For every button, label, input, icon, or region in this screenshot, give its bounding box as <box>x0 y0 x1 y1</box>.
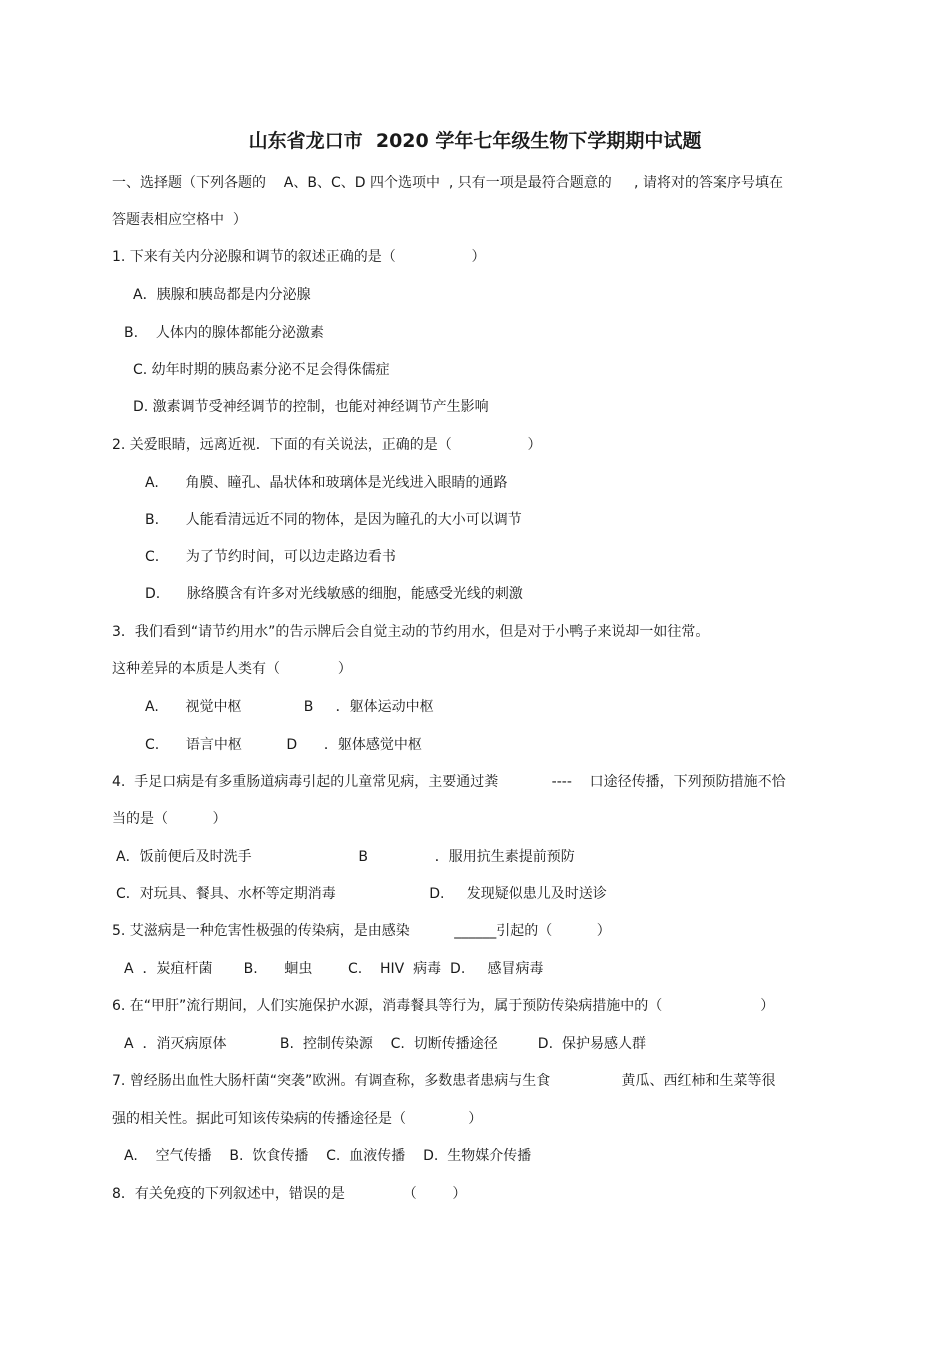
question-2-option-d: D. 脉络膜含有许多对光线敏感的细胞，能感受光线的刺激 <box>145 586 523 602</box>
question-2-option-a: A. 角膜、瞳孔、晶状体和玻璃体是光线进入眼睛的通路 <box>145 475 508 491</box>
question-6-stem: 6. 在“甲肝”流行期间，人们实施保护水源，消毒餐具等行为，属于预防传染病措施中的（ ） <box>112 998 775 1014</box>
question-2-stem: 2. 关爱眼睛，远离近视．下面的有关说法，正确的是（ ） <box>112 437 542 453</box>
question-4-options-row-1: A．饭前便后及时洗手 B ．服用抗生素提前预防 <box>116 849 575 865</box>
question-5-options: A ．炭疽杆菌 B. 蛔虫 C. HIV 病毒 D. 感冒病毒 <box>124 961 544 977</box>
question-4-options-row-2: C．对玩具、餐具、水杯等定期消毒 D. 发现疑似患儿及时送诊 <box>116 886 607 902</box>
question-3-stem-line-1: 3．我们看到“请节约用水”的告示牌后会自觉主动的节约用水，但是对于小鸭子来说却一如往常。 <box>112 624 710 640</box>
page-title: 山东省龙口市 2020 学年七年级生物下学期期中试题 <box>248 130 702 152</box>
question-1-stem: 1. 下来有关内分泌腺和调节的叙述正确的是（ ） <box>112 249 486 265</box>
question-1-option-a: A．胰腺和胰岛都是内分泌腺 <box>133 287 311 303</box>
section-instructions-line-2: 答题表相应空格中 ） <box>112 212 247 228</box>
question-4-stem-line-2: 当的是（ ） <box>112 811 227 827</box>
question-3-options-row-2: C. 语言中枢 D ．躯体感觉中枢 <box>145 737 422 753</box>
question-7-stem-line-2: 强的相关性。据此可知该传染病的传播途径是（ ） <box>112 1111 483 1127</box>
question-6-options: A ．消灭病原体 B. 控制传染源 C. 切断传播途径 D. 保护易感人群 <box>124 1036 646 1052</box>
question-7-options: A. 空气传播 B. 饮食传播 C. 血液传播 D. 生物媒介传播 <box>124 1148 532 1164</box>
question-4-stem-line-1: 4. 手足口病是有多重肠道病毒引起的儿童常见病，主要通过粪 ---- 口途径传播，下列预防措施不恰 <box>112 774 786 790</box>
question-1-option-b: B. 人体内的腺体都能分泌激素 <box>124 325 324 341</box>
question-1-option-c: C. 幼年时期的胰岛素分泌不足会得侏儒症 <box>133 362 390 378</box>
question-1-option-d: D. 激素调节受神经调节的控制，也能对神经调节产生影响 <box>133 399 489 415</box>
question-3-stem-line-2: 这种差异的本质是人类有（ ） <box>112 661 352 677</box>
question-8-stem: 8．有关免疫的下列叙述中，错误的是 （ ） <box>112 1186 467 1202</box>
question-7-stem-line-1: 7. 曾经肠出血性大肠杆菌“突袭”欧洲。有调查称，多数患者患病与生食 黄瓜、西红柿和生菜等很 <box>112 1073 776 1089</box>
section-instructions-line-1: 一、选择题（下列各题的 A、B、C、D 四个选项中 , 只有一项是最符合题意的 , 请将对的答案序号填在 <box>112 175 783 191</box>
question-3-options-row-1: A. 视觉中枢 B ．躯体运动中枢 <box>145 699 434 715</box>
question-2-option-c: C. 为了节约时间，可以边走路边看书 <box>145 549 396 565</box>
question-2-option-b: B. 人能看清远近不同的物体，是因为瞳孔的大小可以调节 <box>145 512 522 528</box>
question-5-stem: 5. 艾滋病是一种危害性极强的传染病，是由感染 ______引起的（ ） <box>112 923 611 939</box>
